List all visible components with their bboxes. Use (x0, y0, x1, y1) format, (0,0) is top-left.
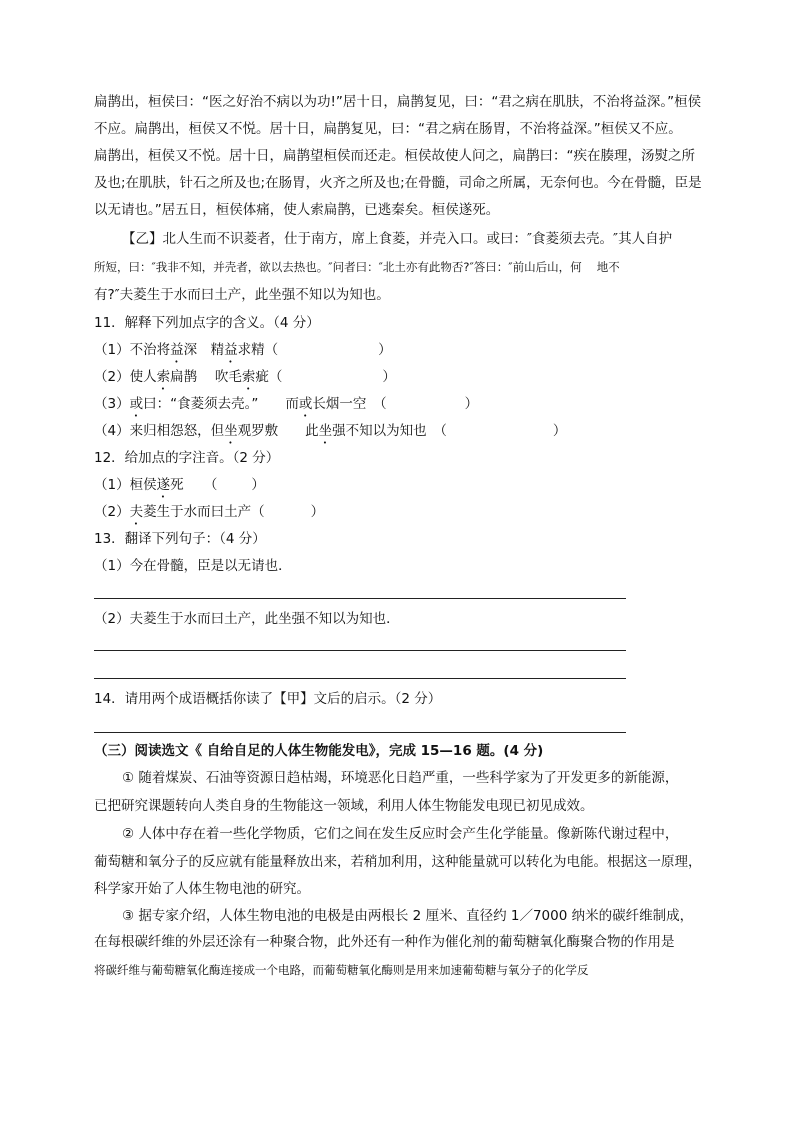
sec3-p1-line-1: ① 随着煤炭、石油等资源日趋枯竭，环境恶化日趋严重，一些科学家为了开发更多的新能源， (122, 770, 679, 786)
sec3-p2-line-1: ② 人体中存在着一些化学物质，它们之间在发生反应时会产生化学能量。像新陈代谢过程中， (122, 826, 679, 842)
yi-line-3: 有?″夫菱生于水而曰土产，此坐强不知以为知也。 (94, 287, 390, 303)
q11-title: 11．解释下列加点字的含义。（4 分） (94, 315, 320, 331)
q11-item-4: （4）来归相怨怒，但坐观罗敷 此坐强不知以为知也 （ ） (94, 423, 567, 439)
q12-item-2: （2）夫菱生于水而曰土产（ ） (94, 504, 325, 520)
jia-line-4: 及也;在肌肤，针石之所及也;在肠胃，火齐之所及也;在骨髓，司命之所属，无奈何也。今在骨髓，臣是 (94, 175, 702, 191)
answer-line[interactable] (94, 650, 626, 651)
sec3-p2-line-2: 葡萄糖和氧分子的反应就有能量释放出来，若稍加利用，这种能量就可以转化为电能。根据这一原理， (94, 854, 702, 870)
q11-item-1: （1）不治将益深 精益求精（ ） (94, 342, 392, 358)
q11-item-2: （2）使人索扁鹊 吹毛索疵（ ） (94, 369, 396, 385)
q12-item-1: （1）桓侯遂死 （ ） (94, 477, 265, 493)
q11-item-3: （3）或曰：“食菱须去壳。” 而或长烟一空 （ ） (94, 396, 479, 412)
sec3-p1-line-2: 已把研究课题转向人类自身的生物能这一领域，利用人体生物能发电现已初见成效。 (94, 798, 594, 814)
yi-line-1: 【乙】北人生而不识菱者，仕于南方，席上食菱，并壳入口。或曰：″食菱须去壳。″其人自护 (122, 231, 673, 247)
sec3-p3-line-1: ③ 据专家介绍，人体生物电池的电极是由两根长 2 厘米、直径约 1／7000 纳米的碳纤维制成， (122, 908, 694, 924)
q13-sentence-1: （1）今在骨髓，臣是以无请也． (94, 558, 292, 574)
jia-line-1: 扁鹊出，桓侯曰：“医之好治不病以为功!”居十日，扁鹊复见，曰：“君之病在肌肤，不治将益深。”桓侯 (94, 94, 702, 110)
q13-sentence-2: （2）夫菱生于水而曰土产，此坐强不知以为知也． (94, 611, 400, 627)
yi-line-2: 所短，曰：″我非不知，并壳者，欲以去热也。″问者曰：″北土亦有此物否?″答曰：″前山后山，何 地不 (94, 260, 620, 274)
q14-title: 14．请用两个成语概括你读了【甲】文后的启示。（2 分） (94, 691, 442, 707)
section-3-heading: （三）阅读选文《 自给自足的人体生物能发电》，完成 15—16 题。(4 分) (94, 743, 544, 759)
q13-title: 13．翻译下列句子：（4 分） (94, 531, 266, 547)
answer-line[interactable] (94, 678, 626, 679)
sec3-p3-line-3: 将碳纤维与葡萄糖氧化酶连接成一个电路，而葡萄糖氧化酶则是用来加速葡萄糖与氧分子的化学反 (94, 963, 589, 977)
jia-line-2: 不应。扁鹊出，桓侯又不悦。居十日，扁鹊复见，曰：“君之病在肠胃，不治将益深。”桓侯又不应。 (94, 121, 682, 137)
sec3-p3-line-2: 在每根碳纤维的外层还涂有一种聚合物，此外还有一种作为催化剂的葡萄糖氧化酶聚合物的作用是 (94, 934, 675, 950)
answer-line[interactable] (94, 732, 626, 733)
q12-title: 12．给加点的字注音。（2 分） (94, 450, 280, 466)
sec3-p2-line-3: 科学家开始了人体生物电池的研究。 (94, 881, 310, 897)
answer-line[interactable] (94, 598, 626, 599)
jia-line-3: 扁鹊出，桓侯又不悦。居十日，扁鹊望桓侯而还走。桓侯故使人问之，扁鹊曰：“疾在腠理，汤熨之所 (94, 148, 695, 164)
jia-line-5: 以无请也。”居五日，桓侯体痛，使人索扁鹊，已逃秦矣。桓侯遂死。 (94, 202, 500, 218)
